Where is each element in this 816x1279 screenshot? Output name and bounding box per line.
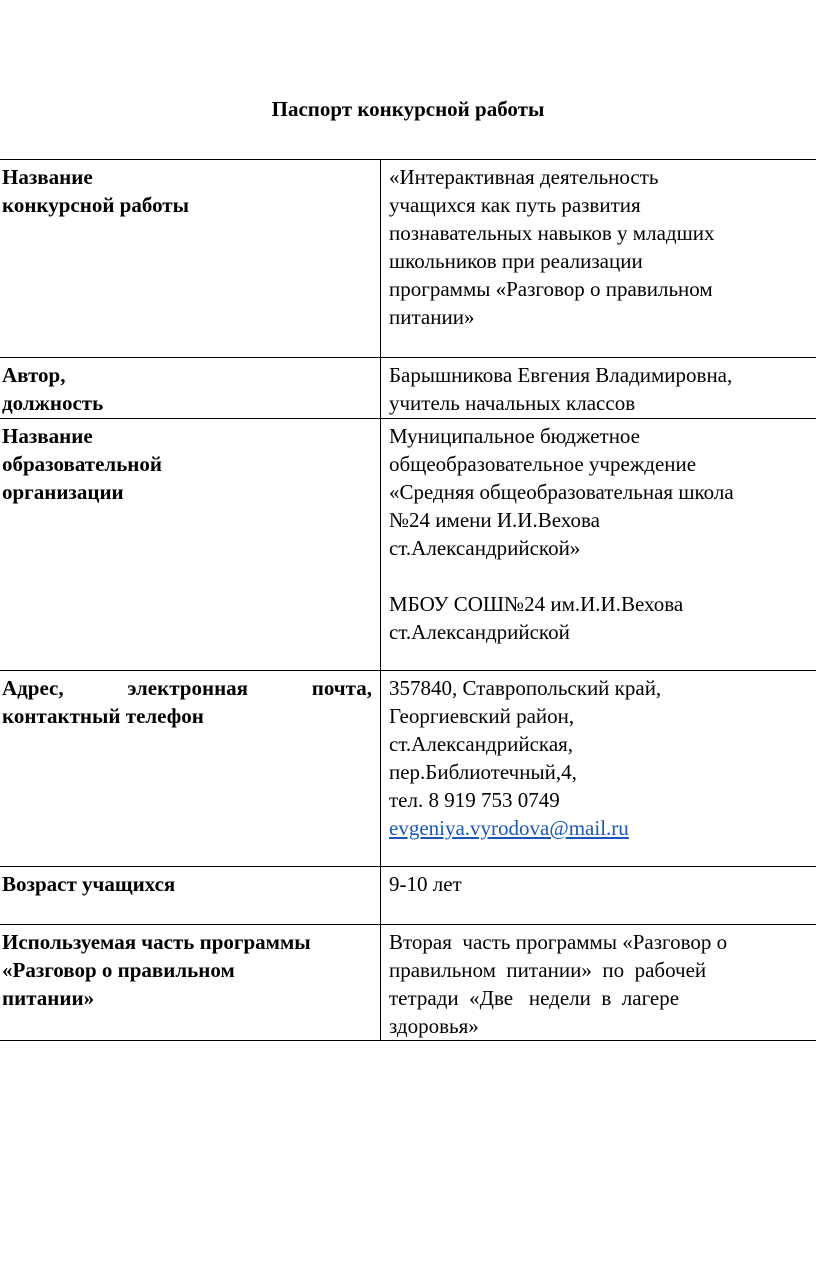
- email-link[interactable]: evgeniya.vyrodova@mail.ru: [389, 816, 629, 840]
- label-line: Название: [2, 165, 93, 189]
- label-line: Возраст учащихся: [2, 872, 176, 896]
- label-word: электронная: [127, 676, 249, 700]
- value-line: ст.Александрийская,: [389, 732, 574, 756]
- document-title: Паспорт конкурсной работы: [271, 97, 545, 121]
- label-line: «Разговор о правильном: [2, 958, 235, 982]
- value-line: программы «Разговор о правильном: [389, 277, 713, 301]
- value-line: Георгиевский район,: [389, 704, 575, 728]
- value-line: «Интерактивная деятельность: [389, 165, 659, 189]
- label-line: Название: [2, 424, 93, 448]
- label-line: Автор,: [2, 363, 66, 387]
- spacer: [389, 562, 802, 590]
- row-value: [381, 358, 816, 419]
- row-value: [381, 160, 816, 358]
- value-line: общеобразовательное учреждение: [389, 452, 697, 476]
- table-row: [0, 867, 816, 925]
- row-value: [381, 419, 816, 671]
- value-line: учащихся как путь развития: [389, 193, 641, 217]
- label-line: питании»: [2, 986, 95, 1010]
- row-value: [381, 925, 816, 1041]
- row-label: [0, 867, 381, 925]
- row-label: [0, 419, 381, 671]
- table-row: [0, 925, 816, 1041]
- label-line: конкурсной работы: [2, 193, 190, 217]
- value-line: учитель начальных классов: [389, 391, 636, 415]
- value-line: МБОУ СОШ№24 им.И.И.Вехова: [389, 592, 684, 616]
- label-word: Адрес,: [2, 676, 64, 700]
- value-line: правильном питании» по рабочей: [389, 958, 707, 982]
- table-row: [0, 419, 816, 671]
- value-line: тел. 8 919 753 0749: [389, 788, 560, 812]
- value-line: 9-10 лет: [389, 872, 462, 896]
- row-label: [0, 925, 381, 1041]
- row-value: [381, 671, 816, 867]
- value-line: пер.Библиотечный,4,: [389, 760, 577, 784]
- label-line: образовательной: [2, 452, 162, 476]
- row-label: [0, 358, 381, 419]
- table-row: [0, 160, 816, 358]
- label-line-justified: [2, 674, 372, 702]
- value-line: здоровья»: [389, 1014, 479, 1038]
- value-line: школьников при реализации: [389, 249, 643, 273]
- value-line: №24 имени И.И.Вехова: [389, 508, 600, 532]
- label-line: организации: [2, 480, 124, 504]
- value-line: ст.Александрийской: [389, 620, 570, 644]
- row-label: [0, 671, 381, 867]
- value-line: «Средняя общеобразовательная школа: [389, 480, 734, 504]
- value-line: питании»: [389, 305, 475, 329]
- table-row: [0, 358, 816, 419]
- label-word: почта,: [311, 676, 372, 700]
- label-line: Используемая часть программы: [2, 930, 311, 954]
- row-value: [381, 867, 816, 925]
- value-line: Барышникова Евгения Владимировна,: [389, 363, 733, 387]
- value-line: тетради «Две недели в лагере: [389, 986, 680, 1010]
- value-line: 357840, Ставропольский край,: [389, 676, 662, 700]
- label-line: контактный телефон: [2, 704, 204, 728]
- table-row: [0, 671, 816, 867]
- passport-table: [0, 159, 816, 1041]
- row-label: [0, 160, 381, 358]
- value-line: Муниципальное бюджетное: [389, 424, 641, 448]
- value-line: ст.Александрийской»: [389, 536, 581, 560]
- label-line: должность: [2, 391, 104, 415]
- value-line: Вторая часть программы «Разговор о: [389, 930, 728, 954]
- value-line: познавательных навыков у младших: [389, 221, 715, 245]
